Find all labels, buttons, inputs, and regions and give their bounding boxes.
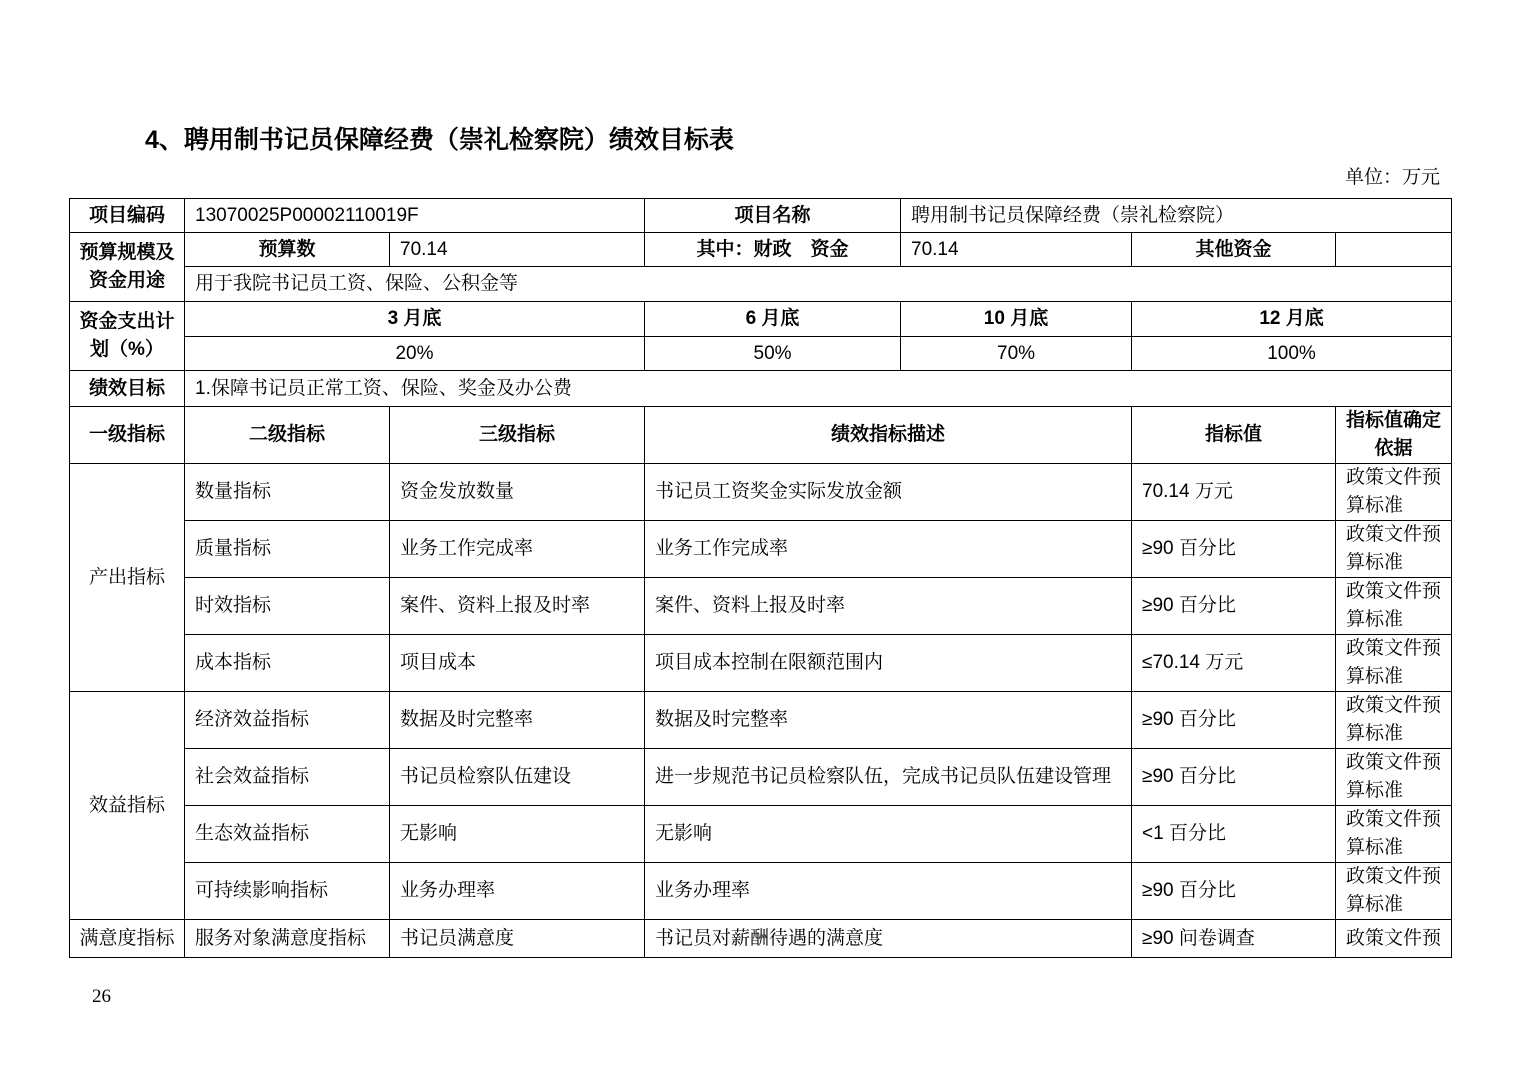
header-level1: 一级指标 bbox=[70, 407, 185, 464]
spending-period-label: 3 月底 bbox=[185, 302, 645, 337]
spending-plan-row bbox=[70, 302, 1452, 337]
unit-label: 单位：万元 bbox=[1344, 167, 1440, 188]
indicator-description-cell: 进一步规范书记员检察队伍，完成书记员队伍建设管理 bbox=[645, 749, 1132, 806]
indicator-value-cell: ≥90 百分比 bbox=[1132, 749, 1336, 806]
spending-period-value: 50% bbox=[645, 337, 901, 371]
spending-period-value: 70% bbox=[901, 337, 1132, 371]
indicator-value-cell: 70.14 万元 bbox=[1132, 464, 1336, 521]
indicator-description-cell: 业务工作完成率 bbox=[645, 521, 1132, 578]
performance-goal-label: 绩效目标 bbox=[70, 371, 185, 407]
level1-indicator-cell: 满意度指标 bbox=[70, 920, 185, 958]
project-code-label: 项目编码 bbox=[70, 199, 185, 233]
level3-indicator-cell: 无影响 bbox=[390, 806, 645, 863]
budget-row bbox=[70, 233, 1452, 267]
table-row bbox=[70, 920, 1452, 958]
level3-indicator-cell: 数据及时完整率 bbox=[390, 692, 645, 749]
level2-indicator-cell: 服务对象满意度指标 bbox=[185, 920, 390, 958]
header-basis: 指标值确定依据 bbox=[1336, 407, 1452, 464]
indicator-basis-cell: 政策文件预 bbox=[1336, 920, 1452, 958]
header-description: 绩效指标描述 bbox=[645, 407, 1132, 464]
performance-goal-row bbox=[70, 371, 1452, 407]
header-level2: 二级指标 bbox=[185, 407, 390, 464]
header-level3: 三级指标 bbox=[390, 407, 645, 464]
indicator-value-cell: <1 百分比 bbox=[1132, 806, 1336, 863]
level2-indicator-cell: 生态效益指标 bbox=[185, 806, 390, 863]
table-row bbox=[70, 863, 1452, 920]
indicator-description-cell: 书记员对薪酬待遇的满意度 bbox=[645, 920, 1132, 958]
spending-period-label: 10 月底 bbox=[901, 302, 1132, 337]
indicator-value-cell: ≥90 百分比 bbox=[1132, 578, 1336, 635]
indicator-basis-cell: 政策文件预算标准 bbox=[1336, 464, 1452, 521]
indicator-basis-cell: 政策文件预算标准 bbox=[1336, 749, 1452, 806]
indicator-value-cell: ≤70.14 万元 bbox=[1132, 635, 1336, 692]
level3-indicator-cell: 案件、资料上报及时率 bbox=[390, 578, 645, 635]
indicator-value-cell: ≥90 百分比 bbox=[1132, 692, 1336, 749]
indicator-header-row bbox=[70, 407, 1452, 464]
level2-indicator-cell: 经济效益指标 bbox=[185, 692, 390, 749]
indicator-basis-cell: 政策文件预算标准 bbox=[1336, 806, 1452, 863]
table-row bbox=[70, 464, 1452, 521]
page-number: 26 bbox=[92, 986, 111, 1007]
level2-indicator-cell: 时效指标 bbox=[185, 578, 390, 635]
indicator-basis-cell: 政策文件预算标准 bbox=[1336, 578, 1452, 635]
budget-fiscal-label: 其中：财政 资金 bbox=[645, 233, 901, 267]
spending-period-value: 100% bbox=[1132, 337, 1452, 371]
budget-fiscal-value: 70.14 bbox=[901, 233, 1132, 267]
indicator-basis-cell: 政策文件预算标准 bbox=[1336, 692, 1452, 749]
indicator-description-cell: 项目成本控制在限额范围内 bbox=[645, 635, 1132, 692]
header-value: 指标值 bbox=[1132, 407, 1336, 464]
indicator-basis-cell: 政策文件预算标准 bbox=[1336, 521, 1452, 578]
level2-indicator-cell: 数量指标 bbox=[185, 464, 390, 521]
level3-indicator-cell: 资金发放数量 bbox=[390, 464, 645, 521]
spending-period-label: 12 月底 bbox=[1132, 302, 1452, 337]
budget-total-label: 预算数 bbox=[185, 233, 390, 267]
indicator-description-cell: 案件、资料上报及时率 bbox=[645, 578, 1132, 635]
performance-target-table bbox=[69, 198, 1452, 958]
table-row bbox=[70, 635, 1452, 692]
level3-indicator-cell: 业务办理率 bbox=[390, 863, 645, 920]
budget-other-value bbox=[1336, 233, 1452, 267]
table-row bbox=[70, 521, 1452, 578]
project-name-label: 项目名称 bbox=[645, 199, 901, 233]
indicator-description-cell: 业务办理率 bbox=[645, 863, 1132, 920]
spending-period-value: 20% bbox=[185, 337, 645, 371]
spending-period-label: 6 月底 bbox=[645, 302, 901, 337]
table-row bbox=[70, 806, 1452, 863]
project-row bbox=[70, 199, 1452, 233]
project-code-value: 13070025P00002110019F bbox=[185, 199, 645, 233]
indicator-description-cell: 数据及时完整率 bbox=[645, 692, 1132, 749]
budget-other-label: 其他资金 bbox=[1132, 233, 1336, 267]
level3-indicator-cell: 业务工作完成率 bbox=[390, 521, 645, 578]
level2-indicator-cell: 成本指标 bbox=[185, 635, 390, 692]
table-row bbox=[70, 692, 1452, 749]
indicator-value-cell: ≥90 百分比 bbox=[1132, 521, 1336, 578]
budget-usage-row bbox=[70, 267, 1452, 302]
level3-indicator-cell: 书记员满意度 bbox=[390, 920, 645, 958]
spending-plan-values-row bbox=[70, 337, 1452, 371]
level1-indicator-cell: 产出指标 bbox=[70, 464, 185, 692]
indicator-value-cell: ≥90 问卷调查 bbox=[1132, 920, 1336, 958]
level2-indicator-cell: 可持续影响指标 bbox=[185, 863, 390, 920]
level2-indicator-cell: 质量指标 bbox=[185, 521, 390, 578]
budget-total-value: 70.14 bbox=[390, 233, 645, 267]
table-row bbox=[70, 578, 1452, 635]
budget-usage-value: 用于我院书记员工资、保险、公积金等 bbox=[185, 267, 1452, 302]
level2-indicator-cell: 社会效益指标 bbox=[185, 749, 390, 806]
budget-label: 预算规模及资金用途 bbox=[70, 233, 185, 302]
level1-indicator-cell: 效益指标 bbox=[70, 692, 185, 920]
indicator-description-cell: 无影响 bbox=[645, 806, 1132, 863]
indicator-value-cell: ≥90 百分比 bbox=[1132, 863, 1336, 920]
indicator-basis-cell: 政策文件预算标准 bbox=[1336, 863, 1452, 920]
level3-indicator-cell: 书记员检察队伍建设 bbox=[390, 749, 645, 806]
page-title: 4、聘用制书记员保障经费（崇礼检察院）绩效目标表 bbox=[145, 126, 734, 154]
table-row bbox=[70, 749, 1452, 806]
project-name-value: 聘用制书记员保障经费（崇礼检察院） bbox=[901, 199, 1452, 233]
indicator-basis-cell: 政策文件预算标准 bbox=[1336, 635, 1452, 692]
indicator-description-cell: 书记员工资奖金实际发放金额 bbox=[645, 464, 1132, 521]
spending-plan-label: 资金支出计划（%） bbox=[70, 302, 185, 371]
performance-goal-text: 1.保障书记员正常工资、保险、奖金及办公费 bbox=[185, 371, 1452, 407]
level3-indicator-cell: 项目成本 bbox=[390, 635, 645, 692]
